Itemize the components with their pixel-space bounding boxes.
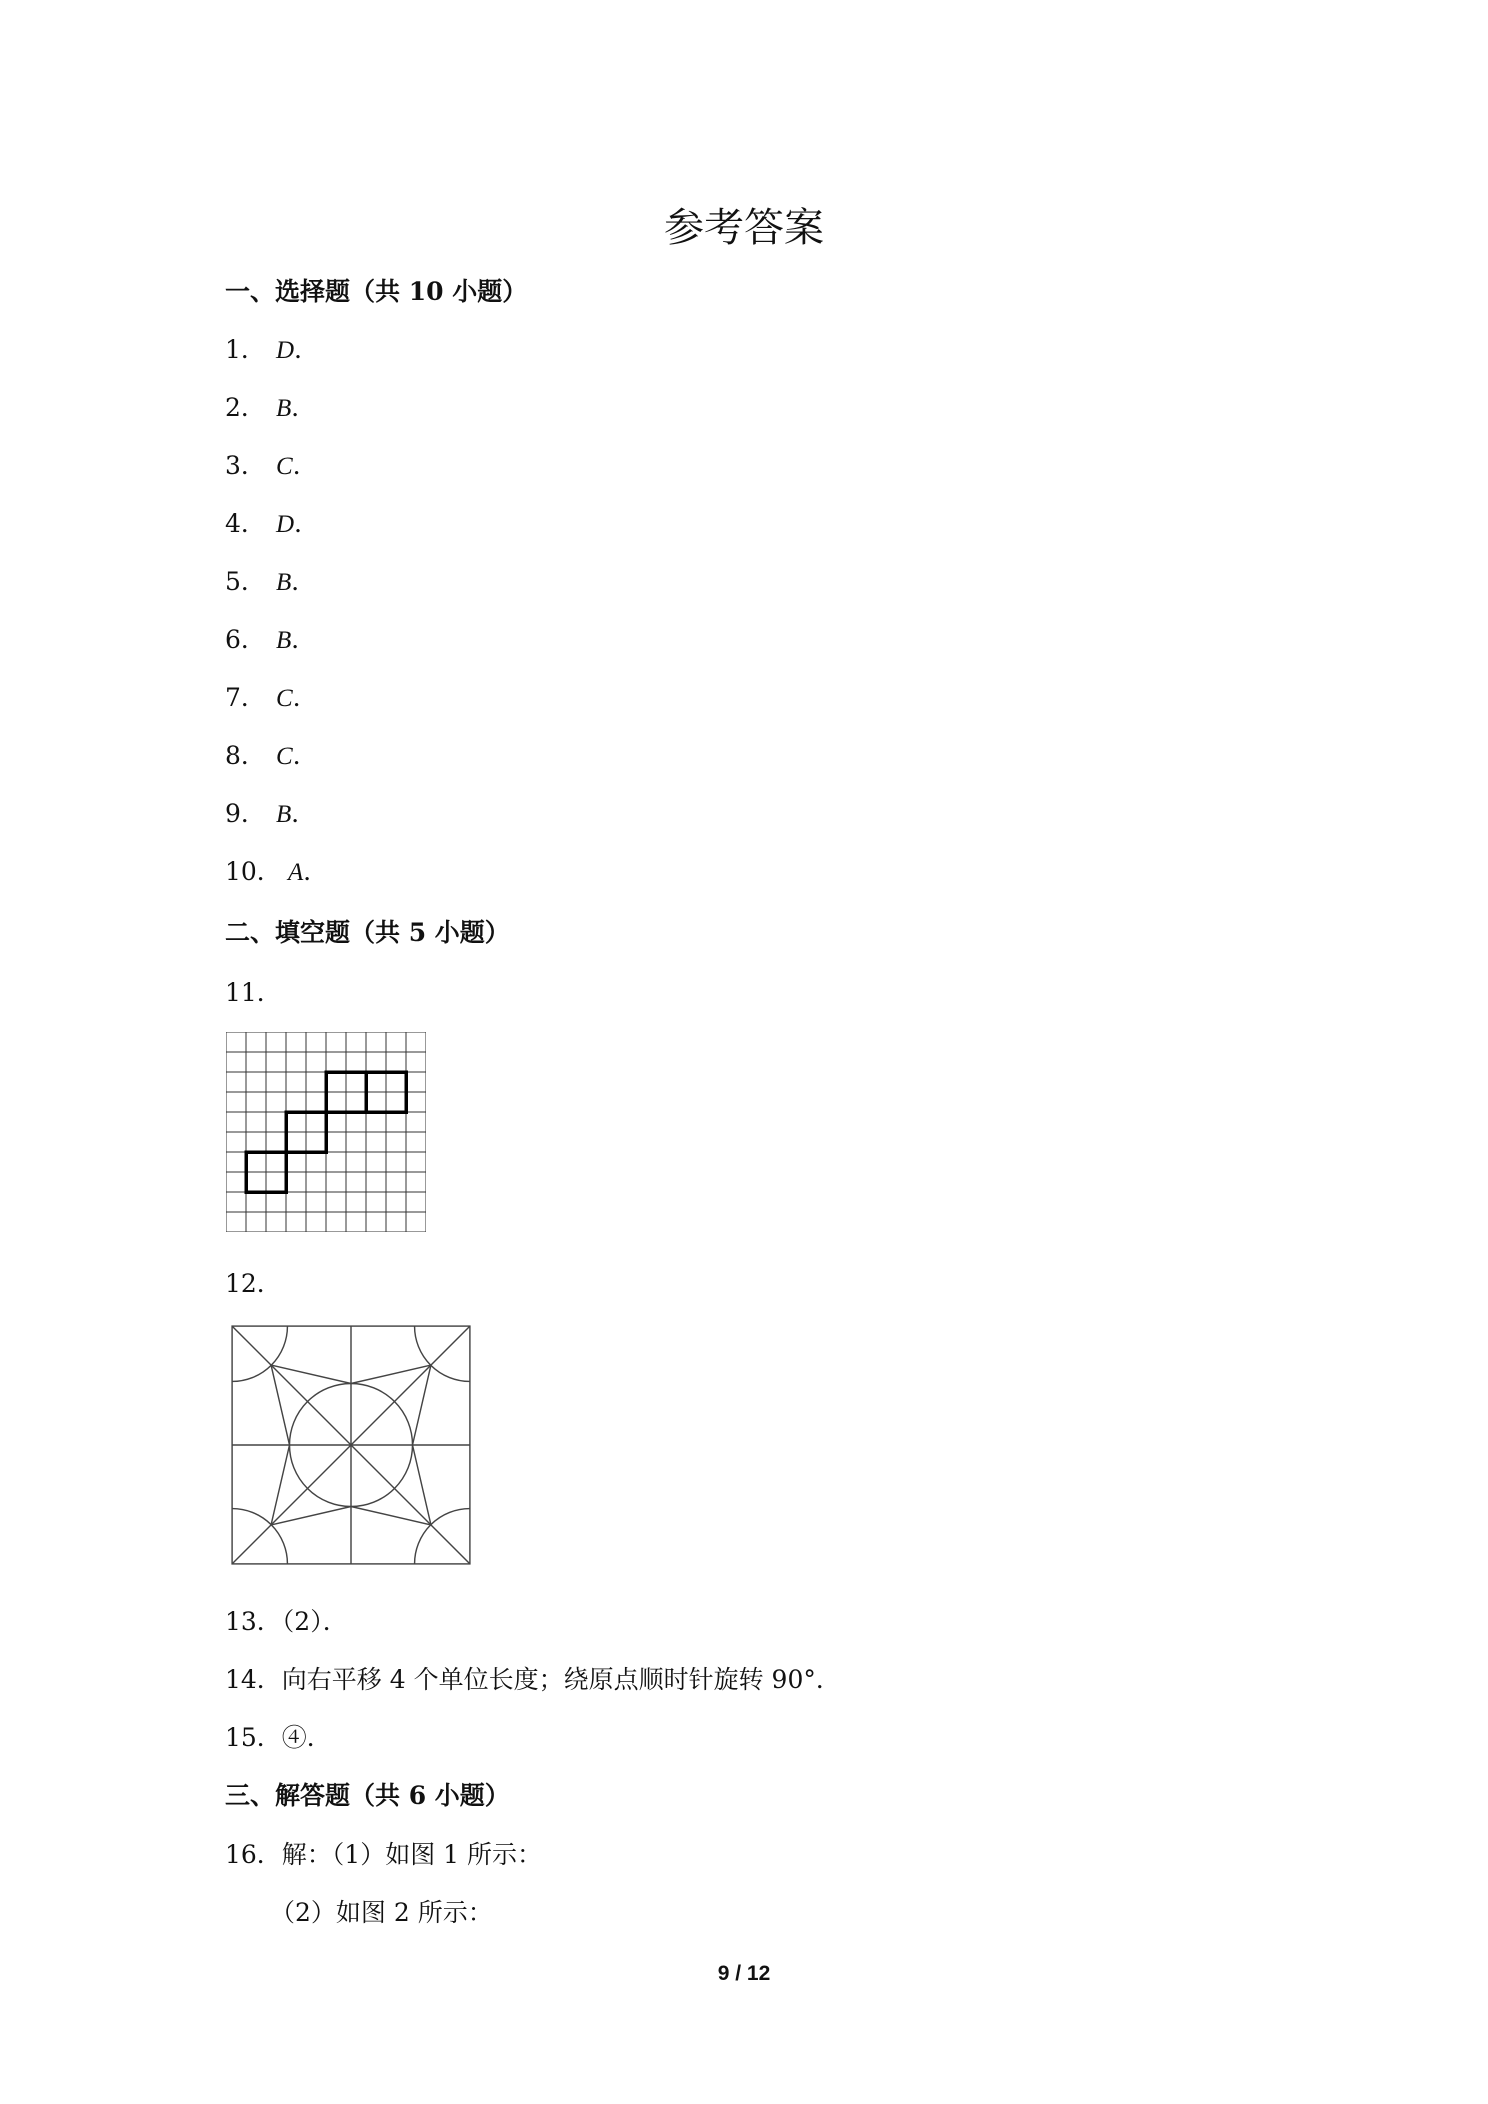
page-title: 参考答案 (664, 205, 824, 251)
choice-answer-letter: B (276, 569, 292, 596)
choice-answer-row (225, 330, 319, 366)
choice-question-number: 6． (225, 625, 266, 654)
choice-answer-row (225, 446, 318, 482)
question-14-answer: 14．向右平移 4 个单位长度；绕原点顺时针旋转 90°． (225, 1665, 841, 1694)
choice-answer-letter: C (276, 743, 293, 770)
choice-answer-period: ． (291, 625, 317, 654)
choice-answer-row (225, 504, 319, 540)
choice-answer-period: ． (292, 741, 318, 770)
choice-question-number: 10． (225, 857, 282, 886)
choice-answer-letter: B (276, 395, 292, 422)
choice-answer-period: ． (294, 509, 320, 538)
question-15-answer: 15．④． (225, 1723, 332, 1752)
question-13-answer: 13．（2）． (225, 1607, 348, 1636)
choice-answer-letter: A (288, 859, 304, 886)
question-16-answer: 16．解：（1）如图 1 所示： (225, 1840, 543, 1869)
choice-answer-letter: D (276, 511, 295, 538)
page-number: 9 / 12 (717, 1962, 771, 1985)
choice-question-number: 7． (225, 683, 266, 712)
choice-answer-row (225, 794, 316, 830)
choice-answer-period: ． (294, 335, 320, 364)
choice-answer-row (225, 852, 328, 888)
choice-answer-period: ． (291, 393, 317, 422)
choice-question-number: 2． (225, 393, 266, 422)
choice-answer-letter: B (276, 627, 292, 654)
choice-question-number: 8． (225, 741, 266, 770)
choice-answer-row (225, 562, 316, 598)
choice-answer-period: ． (292, 683, 318, 712)
choice-answer-period: ． (292, 451, 318, 480)
choice-answer-letter: C (276, 453, 293, 480)
q12-symmetric-figure (228, 1322, 474, 1568)
section-heading-solve: 三、解答题（共 6 小题） (225, 1781, 510, 1810)
section-heading-fill: 二、填空题（共 5 小题） (225, 918, 510, 947)
choice-answer-row (225, 388, 316, 424)
choice-answer-row (225, 678, 318, 714)
question-12-label: 12． (225, 1269, 282, 1298)
choice-answer-row (225, 620, 316, 656)
choice-question-number: 9． (225, 799, 266, 828)
choice-answer-row (225, 736, 318, 772)
choice-question-number: 1． (225, 335, 266, 364)
choice-answer-period: ． (303, 857, 329, 886)
choice-question-number: 3． (225, 451, 266, 480)
choice-question-number: 4． (225, 509, 266, 538)
section-heading-choice: 一、选择题（共 10 小题） (225, 277, 528, 306)
question-16-part2: （2）如图 2 所示： (270, 1898, 493, 1927)
choice-answer-letter: B (276, 801, 292, 828)
choice-answer-period: ． (291, 799, 317, 828)
choice-answer-letter: C (276, 685, 293, 712)
choice-question-number: 5． (225, 567, 266, 596)
question-11-label: 11． (225, 978, 282, 1007)
choice-answer-letter: D (276, 337, 295, 364)
q11-grid-figure (226, 1032, 426, 1232)
choice-answer-period: ． (291, 567, 317, 596)
